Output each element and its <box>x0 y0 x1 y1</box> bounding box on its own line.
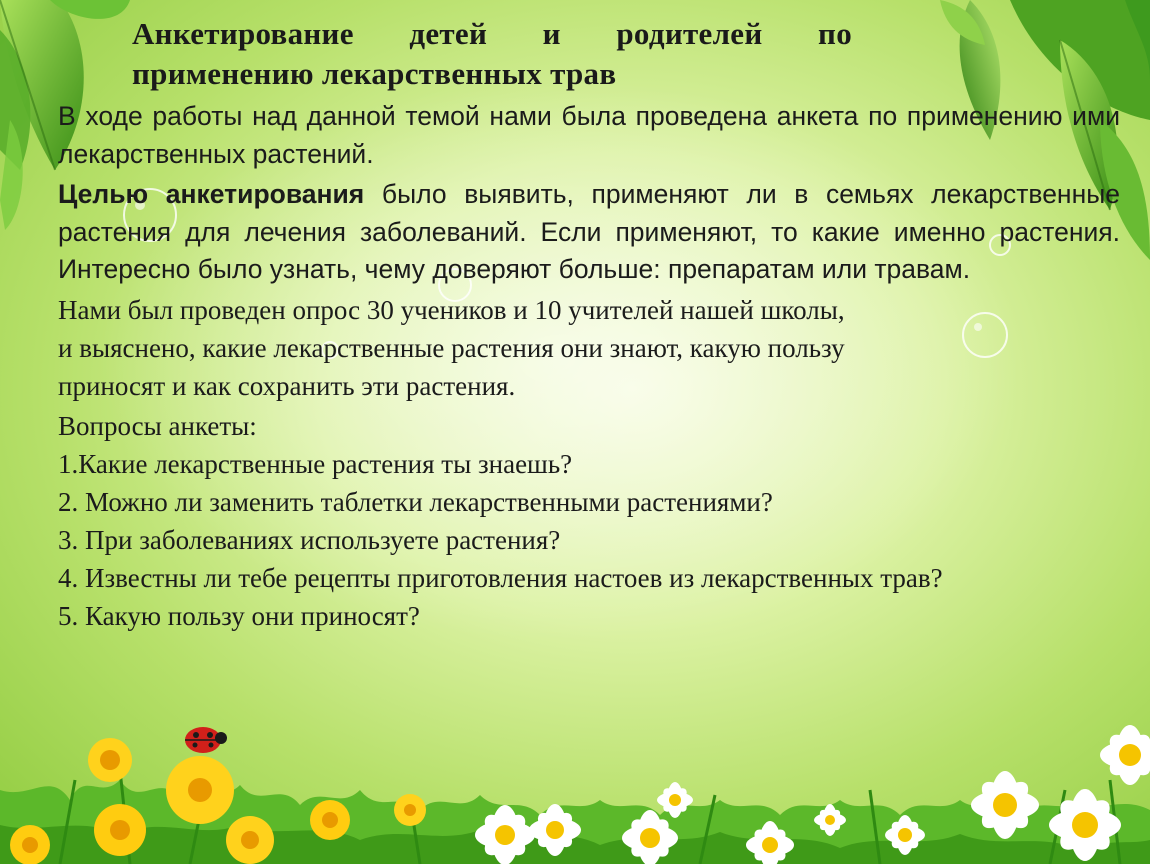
goal-label: Целью анкетирования <box>58 179 365 209</box>
goal-text: было выявить, применяют ли в семьях лекарственные растения для лечения заболеваний. Если применяют, то какие именно растения. Интересно было узнать, чему доверяют больше: препаратам или травам. <box>58 179 1120 284</box>
ladybug-icon <box>185 727 227 753</box>
slide-content <box>58 14 1120 635</box>
slide-title-line-2: применению лекарственных трав <box>132 56 617 91</box>
survey-line-1: Нами был проведен опрос 30 учеников и 10 учителей нашей школы, <box>58 294 845 325</box>
question-item: 5. Какую пользу они приносят? <box>58 600 420 631</box>
intro-paragraph: В ходе работы над данной темой нами была проведена анкета по применению ими лекарственных растений. <box>58 101 1120 169</box>
slide-title <box>132 14 852 94</box>
question-item: 1.Какие лекарственные растения ты знаешь? <box>58 448 573 479</box>
question-item: 3. При заболеваниях используете растения? <box>58 524 561 555</box>
survey-line-3: приносят и как сохранить эти растения. <box>58 370 516 401</box>
slide-title-line-1: Анкетирование детей и родителей по <box>132 16 852 51</box>
goal-paragraph <box>58 176 1120 289</box>
question-item: 2. Можно ли заменить таблетки лекарственными растениями? <box>58 486 773 517</box>
survey-line-2: и выяснено, какие лекарственные растения они знают, какую пользу <box>58 332 845 363</box>
survey-paragraph <box>58 291 1120 405</box>
question-item: 4. Известны ли тебе рецепты приготовления настоев из лекарственных трав? <box>58 562 943 593</box>
questions-title: Вопросы анкеты: <box>58 410 257 441</box>
questions-list <box>58 445 1120 635</box>
